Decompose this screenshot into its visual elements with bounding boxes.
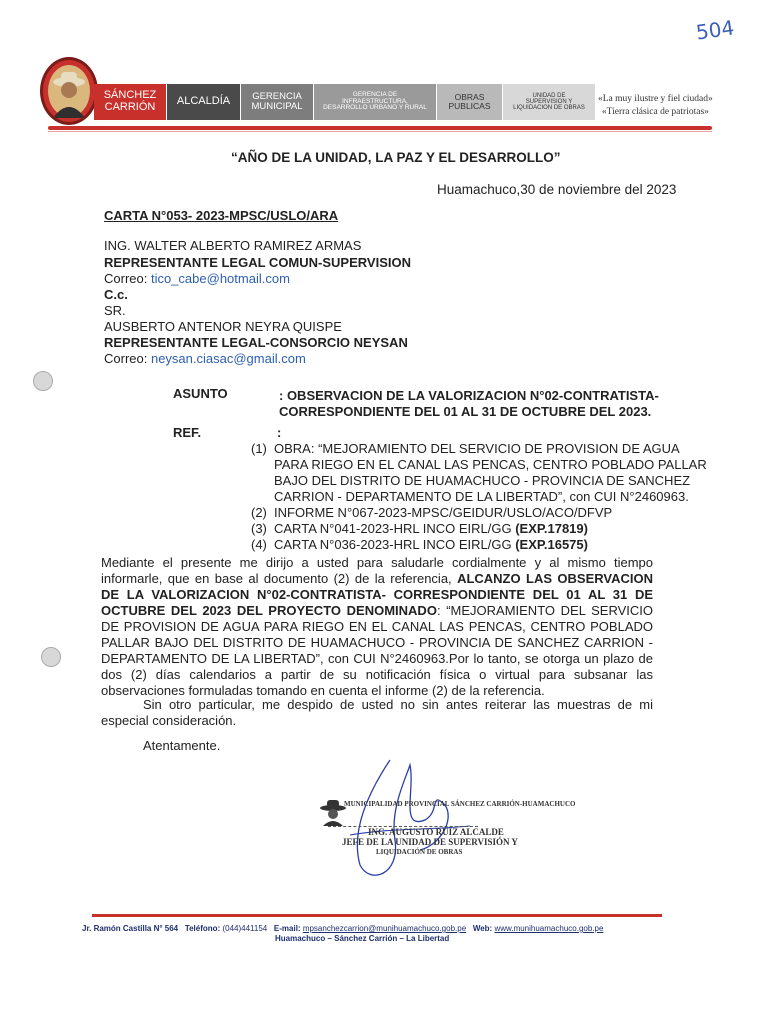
ref-4-text: CARTA N°036-2023-HRL INCO EIRL/GG (274, 537, 516, 552)
header-box-line: MUNICIPAL (251, 101, 303, 112)
stamp-institution: MUNICIPALIDAD PROVINCIAL SÁNCHEZ CARRIÓN-HUAMACHUCO (344, 800, 576, 808)
header-box-line: INFRAESTRUCTURA, (342, 97, 408, 105)
ref-colon: : (277, 425, 282, 440)
footer-email-link[interactable]: mpsanchezcarrion@munihuamachuco.gob.pe (302, 924, 467, 933)
ref-1-line-3: BAJO DEL DISTRITO DE HUAMACHUCO - PROVINCIA DE SANCHEZ (274, 473, 691, 488)
ref-4-exp: (EXP.16575) (515, 537, 588, 552)
stamp-unit: LIQUIDACIÓN DE OBRAS (376, 847, 463, 856)
footer-phone: (044)441154 (222, 924, 268, 933)
ref-4-row (274, 537, 588, 553)
header-box-gerencia (241, 84, 313, 120)
handwritten-page-number: 504 (694, 15, 736, 45)
header-divider-shadow (48, 131, 712, 132)
header-box-line: PUBLICAS (448, 101, 491, 111)
header-box-line: OBRAS (454, 92, 485, 103)
footer-contact-row (82, 924, 603, 933)
ref-3-exp: (EXP.17819) (515, 521, 588, 536)
footer-web-label: Web: (472, 924, 493, 933)
footer-city: Huamachuco – Sánchez Carrión – La Libertad (275, 934, 450, 943)
date-line: Huamachuco,30 de noviembre del 2023 (437, 182, 677, 197)
body-paragraph-1 (101, 555, 653, 699)
p1-bold: ALCANZO LAS OBSERVACION DE LA VALORIZACION N°02-CONTRATISTA- CORRESPONDIENTE DEL 01 AL 31 DE OCTUBRE DEL 2023 DEL PROYECTO DENOMINADO (101, 571, 653, 618)
municipal-logo (40, 57, 98, 125)
header-divider (48, 126, 712, 130)
ref-1-line-2: PARA RIEGO EN EL CANAL LAS PENCAS, CENTRO POBLADO PALLAR (274, 457, 707, 472)
asunto-line-1: : OBSERVACION DE LA VALORIZACION N°02-CONTRATISTA- (279, 388, 659, 403)
recipient1-name: ING. WALTER ALBERTO RAMIREZ ARMAS (104, 238, 362, 253)
header-box-line: DESARROLLO URBANO Y RURAL (323, 104, 427, 112)
asunto-line-2: CORRESPONDIENTE DEL 01 AL 31 DE OCTUBRE DEL 2023. (279, 404, 652, 419)
header-box-line: SUPERVISION Y (525, 98, 573, 105)
ref-2-number: (2) (251, 505, 267, 520)
closing: Atentamente. (143, 738, 221, 753)
header-box-line: LIQUIDACION DE OBRAS (513, 105, 585, 112)
recipient1-email-row (104, 271, 290, 287)
portrait-icon (43, 60, 95, 122)
header-box-line: UNIDAD DE (532, 92, 566, 99)
ref-1-number: (1) (251, 441, 267, 456)
recipient1-title: REPRESENTANTE LEGAL COMUN-SUPERVISION (104, 255, 411, 270)
header-box-infra (314, 84, 436, 120)
footer-email-label: E-mail: (273, 924, 301, 933)
ref-4-number: (4) (251, 537, 267, 552)
body-paragraph-2: Sin otro particular, me despido de usted no sin antes reiterar las muestras de mi especial consideración. (101, 697, 653, 728)
ref-2-text: INFORME N°067-2023-MPSC/GEIDUR/USLO/ACO/DFVP (274, 505, 613, 520)
header-box-sanchez (94, 84, 166, 120)
header-box-unidad (503, 84, 595, 120)
email-label: Correo: (104, 351, 151, 366)
footer-divider (92, 914, 662, 917)
punch-hole-top (33, 371, 53, 391)
ref-1-line-4: CARRION - DEPARTAMENTO DE LA LIBERTAD”, con CUI N°2460963. (274, 489, 689, 504)
city-motto (598, 93, 713, 119)
official-stamp (328, 800, 575, 856)
header-box-line: SÁNCHEZ (103, 89, 157, 102)
header-box-line: CARRIÓN (104, 101, 156, 113)
asunto-label: ASUNTO (173, 386, 228, 401)
ref-3-text: CARTA N°041-2023-HRL INCO EIRL/GG (274, 521, 516, 536)
punch-hole-bottom (41, 647, 61, 667)
email-label: Correo: (104, 271, 151, 286)
footer-phone-label: Teléfono: (184, 924, 221, 933)
ref-label: REF. (173, 425, 202, 440)
recipient2-email-row (104, 351, 306, 367)
ref-3-number: (3) (251, 521, 267, 536)
recipient2-name: AUSBERTO ANTENOR NEYRA QUISPE (104, 319, 342, 334)
footer-web-link[interactable]: www.munihuamachuco.gob.pe (494, 924, 604, 933)
motto-line-2: «Tierra clásica de patriotas» (601, 106, 709, 117)
header-box-line: GERENCIA DE (352, 90, 398, 98)
p1-intro: Mediante el presente me dirijo a usted para saludarle cordialmente y al mismo tiempo informarle, que en base al documento (2) de la referencia, (101, 555, 653, 586)
header-box-alcaldia (167, 84, 240, 120)
stamp-name: ING. AUGUSTO RUIZ ALCALDE (368, 827, 504, 838)
year-title: “AÑO DE LA UNIDAD, LA PAZ Y EL DESARROLLO” (231, 150, 561, 165)
recipient2-email-link[interactable]: neysan.ciasac@gmail.com (150, 351, 306, 366)
letter-number: CARTA N°053- 2023-MPSC/USLO/ARA (104, 208, 339, 223)
header-box-obras (437, 84, 502, 120)
recipient2-title: REPRESENTANTE LEGAL-CONSORCIO NEYSAN (104, 335, 408, 350)
recipient1-email-link[interactable]: tico_cabe@hotmail.com (150, 271, 290, 286)
header-box-line: GERENCIA (252, 91, 302, 103)
sr-label: SR. (104, 303, 126, 318)
p1-rest: : “MEJORAMIENTO DEL SERVICIO DE PROVISION DE AGUA PARA RIEGO EN EL CANAL LAS PENCAS, CENTRO POBLADO PALLAR BAJO DEL DISTRITO DE HUAMACHUCO - PROVINCIA DE SANCHEZ CARRION - DEPARTAMENTO DE LA LIBERTAD”, con CUI N°2460963.Por lo tanto, se otorga un plazo de dos (2) días calendarios a partir de su notificación física o virtual para subsanar las observaciones formuladas tomando en cuenta el informe (2) de la referencia. (101, 603, 653, 698)
cc-label: C.c. (104, 287, 128, 302)
ref-3-row (274, 521, 588, 537)
footer-address: Jr. Ramón Castilla N° 564 (82, 924, 179, 933)
motto-line-1: «La muy ilustre y fiel ciudad» (598, 94, 713, 104)
header-box-line: ALCALDÍA (176, 95, 231, 108)
stamp-position: JEFE DE LA UNIDAD DE SUPERVISIÓN Y (342, 837, 518, 848)
ref-1-line-1: OBRA: “MEJORAMIENTO DEL SERVICIO DE PROVISION DE AGUA (274, 441, 680, 456)
